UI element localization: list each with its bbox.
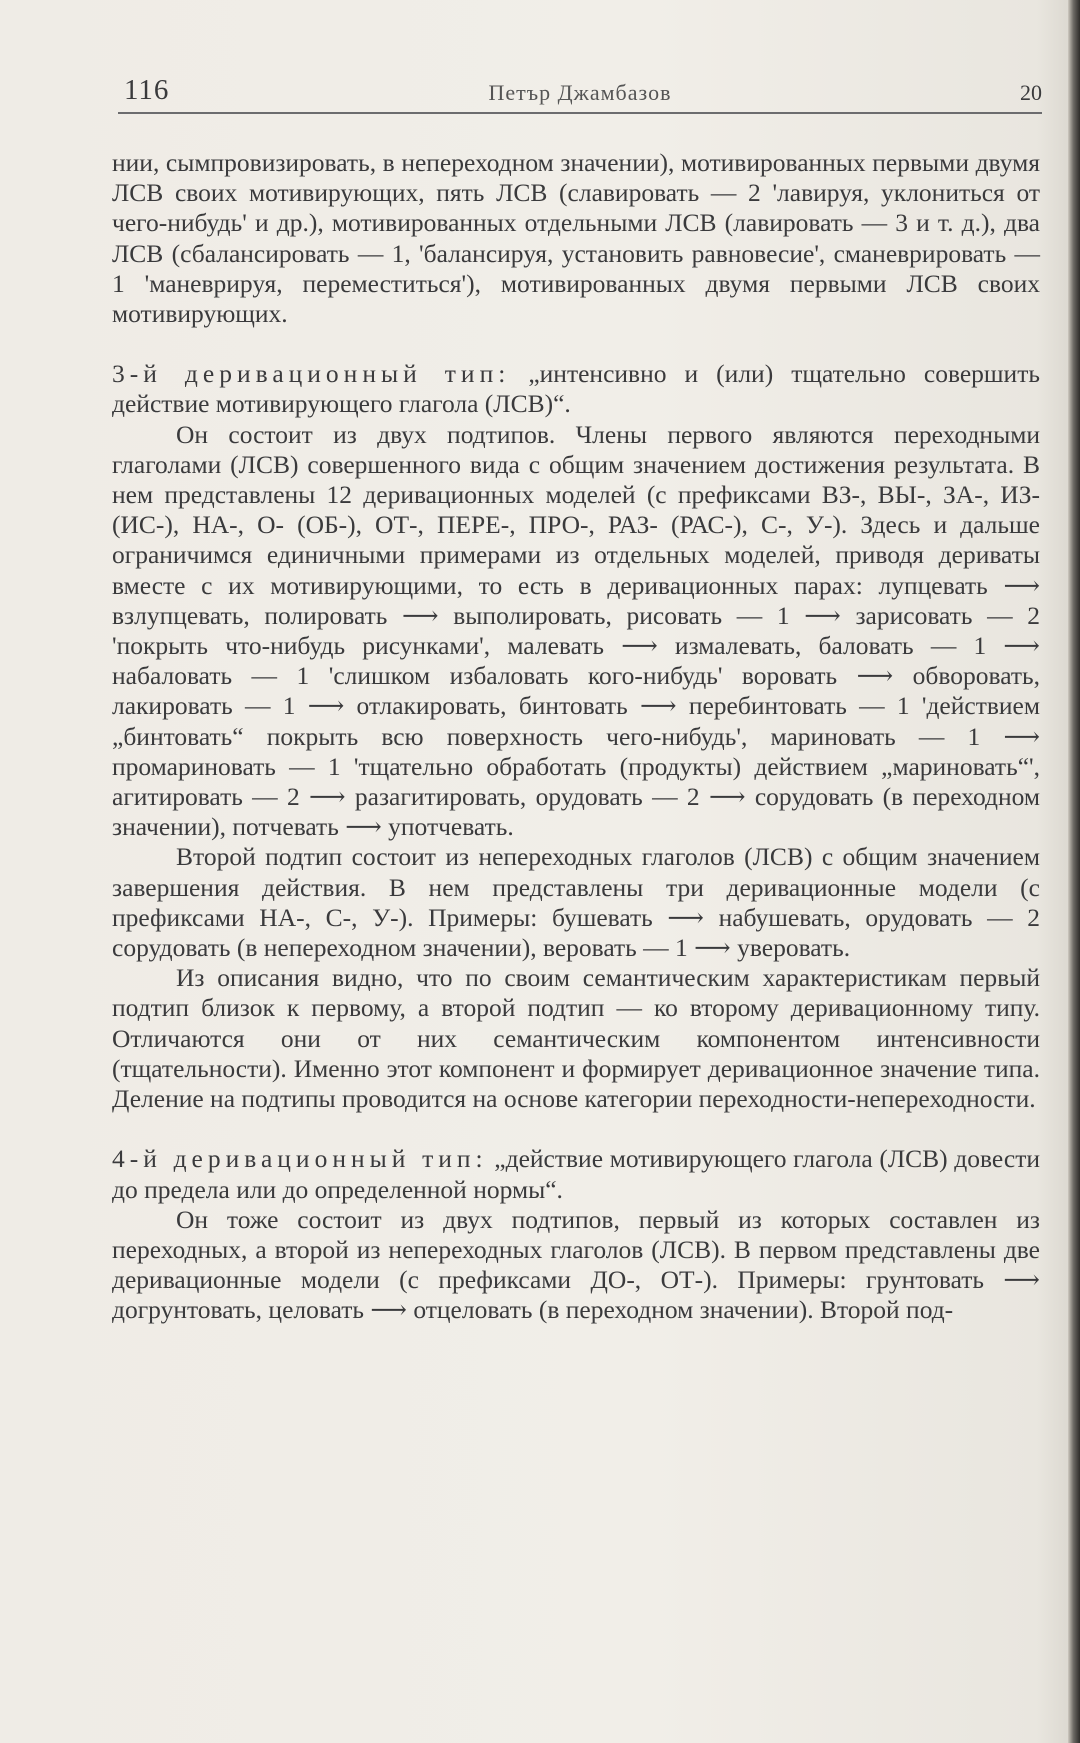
paragraph-type-4-heading: [112, 1144, 1040, 1204]
paragraph-subtype-2: Второй подтип состоит из непереходных глаголов (ЛСВ) с общим значением завершения действия. В нем представлены три деривационные модели (с префиксами НА-, С-, У-). Примеры: бушевать ⟶ набушевать, орудовать — 2 сорудовать (в непереходном значении), веровать — 1 ⟶ уверовать.: [112, 842, 1040, 963]
page-number: 116: [124, 74, 170, 106]
paragraph-type-4-subtypes: Он тоже состоит из двух подтипов, первый из которых составлен из переходных, а второй из непереходных глаголов (ЛСВ). В первом представлены две деривационные модели (с префиксами ДО-, ОТ-). Примеры: грунтовать ⟶ догрунтовать, целовать ⟶ отцеловать (в переходном значении). Второй под-: [112, 1204, 1040, 1325]
page-body: [112, 148, 1040, 1326]
header-rule: [118, 112, 1042, 114]
paragraph-description: Из описания видно, что по своим семантическим характеристикам первый подтип близок к первому, а второй подтип — ко второму деривационному типу. Отличаются они от них семантическим компонентом интенсивности (тщательности). Именно этот компонент и формирует деривационное значение типа. Деление на подтипы проводится на основе категории переходности-непереходности.: [112, 963, 1040, 1114]
derivational-type-definition: „интенсивно и (или) тщательно совершить действие мотивирующего глагола (ЛСВ)“.: [112, 359, 1040, 419]
page-header: [118, 74, 1042, 114]
paragraph-continuation: нии, сымпровизировать, в непереходном значении), мотивированных первыми двумя ЛСВ своих мотивирующих, пять ЛСВ (славировать — 2 'лавируя, уклониться от чего-нибудь' и др.), мотивированных отдельными ЛСВ (лавировать — 3 и т. д.), два ЛСВ (сбалансировать — 1, 'балансируя, установить равновесие', сманеврировать — 1 'маневрируя, переместиться'), мотивированных двумя первыми ЛСВ своих мотивирующих.: [112, 148, 1040, 329]
running-title: Петър Джамбазов: [488, 80, 672, 105]
derivational-type-term: 3-й деривационный тип:: [112, 359, 511, 389]
section-number: 20: [1020, 80, 1042, 105]
paragraph-type-3-heading: [112, 359, 1040, 419]
derivational-type-term: 4-й деривационный тип:: [112, 1144, 488, 1174]
paragraph-subtype-1: Он состоит из двух подтипов. Члены первого являются переходными глаголами (ЛСВ) совершенного вида с общим значением достижения результата. В нем представлены 12 деривационных моделей (с префиксами ВЗ-, ВЫ-, ЗА-, ИЗ- (ИС-), НА-, О- (ОБ-), ОТ-, ПЕРЕ-, ПРО-, РАЗ- (РАС-), С-, У-). Здесь и дальше ограничимся единичными примерами из отдельных моделей, приводя дериваты вместе с их мотивирующими, то есть в деривационных парах: лупцевать ⟶ взлупцевать, полировать ⟶ выполировать, рисовать — 1 ⟶ зарисовать — 2 'покрыть что-нибудь рисунками', малевать ⟶ измалевать, баловать — 1 ⟶ набаловать — 1 'слишком избаловать кого-нибудь' воровать ⟶ обворовать, лакировать — 1 ⟶ отлакировать, бинтовать ⟶ перебинтовать — 1 'действием „бинтовать“ покрыть всю поверхность чего-нибудь', мариновать — 1 ⟶ промариновать — 1 'тщательно обработать (продукты) действием „мариновать“', агитировать — 2 ⟶ разагитировать, орудовать — 2 ⟶ сорудовать (в переходном значении), потчевать ⟶ употчевать.: [112, 419, 1040, 842]
derivational-type-definition: „действие мотивирующего глагола (ЛСВ) довести до предела или до определенной нормы“.: [112, 1144, 1040, 1204]
page-edge-shadow: [1068, 0, 1080, 1743]
